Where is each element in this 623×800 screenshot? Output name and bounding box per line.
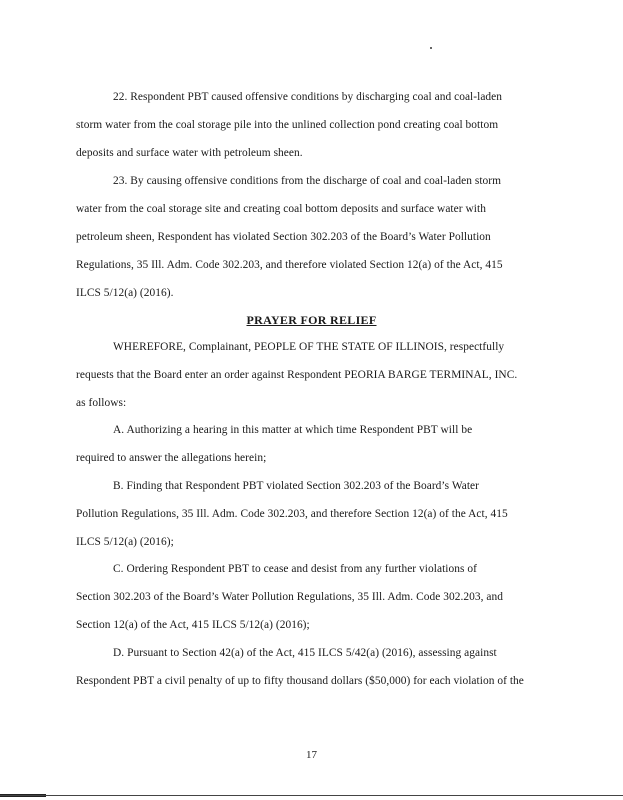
wherefore-line-2: requests that the Board enter an order against Respondent PEORIA BARGE TERMINAL, INC. [76,369,518,381]
wherefore-line-3: as follows: [76,397,127,409]
item-a-line-2: required to answer the allegations herein; [76,452,267,464]
paragraph-23-line-2: water from the coal storage site and creating coal bottom deposits and surface water with [76,203,486,215]
paragraph-22-line-2: storm water from the coal storage pile into the unlined collection pond creating coal bottom [76,119,499,131]
paragraph-23-line-1: 23. By causing offensive conditions from the discharge of coal and coal-laden storm [113,175,502,187]
paragraph-23-line-3: petroleum sheen, Respondent has violated Section 302.203 of the Board’s Water Pollution [76,231,491,243]
paragraph-22-line-3: deposits and surface water with petroleum sheen. [76,147,303,159]
item-d-line-2: Respondent PBT a civil penalty of up to fifty thousand dollars ($50,000) for each violation of the [76,675,524,687]
section-heading: PRAYER FOR RELIEF [246,313,377,327]
scan-speck [430,47,432,49]
item-b-line-3: ILCS 5/12(a) (2016); [76,536,174,548]
wherefore-line-1: WHEREFORE, Complainant, PEOPLE OF THE STATE OF ILLINOIS, respectfully [113,341,505,353]
paragraph-23-line-5: ILCS 5/12(a) (2016). [76,287,174,299]
item-b-line-2: Pollution Regulations, 35 Ill. Adm. Code 302.203, and therefore Section 12(a) of the Act, 415 [76,508,508,520]
paragraph-23-line-4: Regulations, 35 Ill. Adm. Code 302.203, and therefore violated Section 12(a) of the Act, 415 [76,259,503,271]
scan-bottom-edge [0,795,623,796]
item-b-line-1: B. Finding that Respondent PBT violated Section 302.203 of the Board’s Water [113,480,479,492]
paragraph-22-line-1: 22. Respondent PBT caused offensive conditions by discharging coal and coal-laden [113,91,503,103]
item-c-line-3: Section 12(a) of the Act, 415 ILCS 5/12(a) (2016); [76,619,310,631]
item-c-line-2: Section 302.203 of the Board’s Water Pollution Regulations, 35 Ill. Adm. Code 302.203, and [76,591,504,603]
item-d-line-1: D. Pursuant to Section 42(a) of the Act, 415 ILCS 5/42(a) (2016), assessing against [113,647,497,659]
item-a-line-1: A. Authorizing a hearing in this matter at which time Respondent PBT will be [113,424,473,436]
item-c-line-1: C. Ordering Respondent PBT to cease and desist from any further violations of [113,563,477,575]
page-number: 17 [306,749,317,761]
